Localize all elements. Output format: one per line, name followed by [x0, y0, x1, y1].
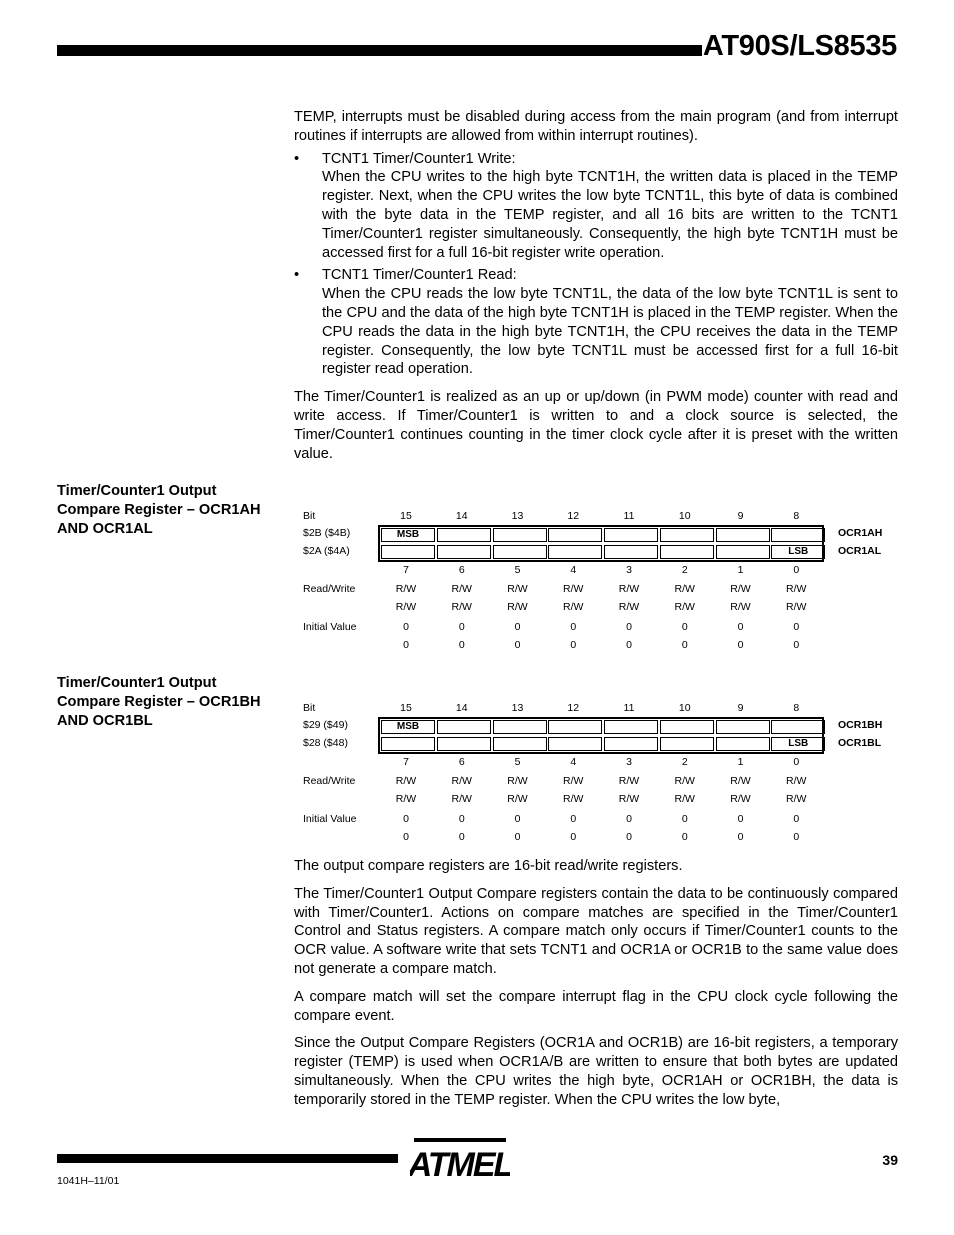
high-register-name: OCR1BH	[838, 719, 883, 731]
low-address: $2A ($4A)	[303, 545, 350, 557]
bit-number: 14	[455, 702, 468, 714]
initial-value: 0	[626, 639, 632, 651]
access-value: R/W	[451, 775, 472, 787]
access-value: R/W	[395, 775, 417, 787]
initial-value: 0	[626, 621, 632, 633]
bit-cell	[437, 737, 491, 751]
bit-number: 8	[793, 510, 800, 522]
bit-cell	[604, 737, 658, 751]
bit-cell	[771, 528, 825, 542]
page-number: 39	[882, 1152, 898, 1168]
document-title: AT90S/LS8535	[702, 30, 897, 62]
access-value: R/W	[674, 583, 695, 595]
access-value: R/W	[507, 583, 528, 595]
low-address: $28 ($48)	[303, 737, 348, 749]
high-address: $2B ($4B)	[303, 527, 351, 539]
initial-value: 0	[403, 831, 409, 843]
bullet-dot: •	[294, 150, 300, 167]
body-paragraph: The Timer/Counter1 Output Compare registers contain the data to be continuously compared with Timer/Counter1. Actions on compare matches are specified in the Timer/Counter1 Control and Status registers. A compare match only occurs if Timer/Counter1 counts to the OCR value. A software write that sets TCNT1 and OCR1A or OCR1B to the same value does not generate a compare match.	[294, 885, 898, 977]
read-write-label: Read/Write	[303, 775, 356, 787]
bit-cell	[493, 545, 547, 559]
initial-value: 0	[458, 639, 465, 651]
bit-cell	[716, 737, 770, 751]
bit-number: 7	[403, 756, 409, 768]
access-value: R/W	[730, 775, 751, 787]
initial-value: 0	[514, 813, 521, 825]
bit-number: 13	[511, 702, 524, 714]
initial-value: 0	[681, 831, 688, 843]
bit-cell: MSB	[381, 528, 435, 542]
bit-cell	[437, 528, 491, 542]
high-register-name: OCR1AH	[838, 527, 883, 539]
bit-number: 5	[514, 756, 521, 768]
bit-cell: LSB	[771, 545, 825, 559]
bit-number: 12	[567, 702, 580, 714]
bit-number: 12	[567, 510, 580, 522]
access-value: R/W	[786, 793, 807, 805]
footer-rule	[57, 1154, 398, 1163]
bullet-write	[294, 150, 898, 263]
initial-value: 0	[681, 639, 688, 651]
bit-cell	[716, 545, 770, 559]
bit-cell: LSB	[771, 737, 825, 751]
bit-number: 9	[737, 702, 744, 714]
bit-number: 3	[626, 756, 632, 768]
access-value: R/W	[563, 775, 584, 787]
access-value: R/W	[618, 583, 640, 595]
header-rule	[57, 45, 702, 56]
bullet-text: When the CPU writes to the high byte TCNT1H, the written data is placed in the TEMP register. Next, when the CPU writes the low byte TCNT1L, this byte of data is combined with the byte data in the TEMP register, and all 16 bits are written to the TCNT1 Timer/Counter1 register simultaneously. Consequently, the high byte TCNT1H must be accessed first for a full 16-bit register write operation.	[322, 169, 898, 261]
bit-number: 1	[737, 756, 744, 768]
low-register-name: OCR1BL	[838, 737, 882, 749]
access-value: R/W	[618, 601, 640, 613]
bullet-text: When the CPU reads the low byte TCNT1L, the data of the low byte TCNT1L is sent to the CPU and the data of the high byte TCNT1H is placed in the TEMP register. When the CPU reads the data in the high byte TCNT1H, the CPU receives the data in the TEMP register. Consequently, the low byte TCNT1L must be accessed first for a full 16-bit register read operation.	[322, 286, 898, 378]
bit-label: Bit	[303, 702, 316, 714]
bit-cell	[493, 720, 547, 734]
bit-number: 7	[403, 564, 409, 576]
high-address: $29 ($49)	[303, 719, 348, 731]
access-value: R/W	[451, 601, 472, 613]
bit-cell	[604, 720, 658, 734]
bit-cell: MSB	[381, 720, 435, 734]
initial-value: 0	[403, 813, 409, 825]
bit-number: 6	[458, 756, 465, 768]
access-value: R/W	[507, 601, 528, 613]
body-paragraph: The output compare registers are 16-bit read/write registers.	[294, 858, 683, 874]
access-value: R/W	[730, 601, 751, 613]
initial-value: 0	[570, 639, 577, 651]
bit-cell	[493, 737, 547, 751]
bit-number: 6	[458, 564, 465, 576]
initial-value: 0	[514, 639, 521, 651]
initial-value: 0	[626, 813, 632, 825]
initial-value: 0	[570, 831, 577, 843]
access-value: R/W	[618, 793, 640, 805]
bit-number: 4	[570, 564, 577, 576]
access-value: R/W	[395, 793, 417, 805]
initial-value: 0	[403, 639, 409, 651]
bit-label: Bit	[303, 510, 316, 522]
access-value: R/W	[563, 583, 584, 595]
bit-number: 2	[681, 756, 688, 768]
access-value: R/W	[786, 775, 807, 787]
initial-value: 0	[570, 621, 577, 633]
bit-cell	[604, 528, 658, 542]
initial-value: 0	[514, 831, 521, 843]
register-box	[378, 525, 824, 562]
access-value: R/W	[451, 793, 472, 805]
bit-cell	[548, 528, 602, 542]
bit-number: 10	[678, 510, 691, 522]
bit-cell	[493, 528, 547, 542]
bit-cell	[716, 720, 770, 734]
closing-block	[294, 857, 898, 1110]
bit-number: 10	[678, 702, 691, 714]
initial-value: 0	[403, 621, 409, 633]
bit-cell	[716, 528, 770, 542]
initial-value: 0	[793, 639, 800, 651]
bit-cell	[660, 545, 714, 559]
bit-number: 11	[623, 702, 635, 714]
access-value: R/W	[507, 793, 528, 805]
initial-value: 0	[793, 621, 800, 633]
section-heading-ocr1a: Timer/Counter1 Output Compare Register – OCR1AH AND OCR1AL	[57, 483, 261, 537]
initial-value: 0	[737, 831, 744, 843]
initial-value: 0	[626, 831, 632, 843]
bit-number: 2	[681, 564, 688, 576]
bit-number: 8	[793, 702, 800, 714]
initial-value: 0	[737, 639, 744, 651]
initial-value: 0	[793, 813, 800, 825]
access-value: R/W	[786, 601, 807, 613]
intro-block	[294, 108, 898, 463]
initial-value: 0	[458, 813, 465, 825]
bit-number: 0	[793, 756, 800, 768]
initial-value: 0	[681, 621, 688, 633]
bit-number: 13	[511, 510, 524, 522]
initial-value: 0	[681, 813, 688, 825]
initial-value: 0	[458, 621, 465, 633]
access-value: R/W	[451, 583, 472, 595]
initial-value: 0	[737, 621, 744, 633]
bit-cell	[604, 545, 658, 559]
bit-number: 15	[400, 510, 412, 522]
bullet-dot: •	[294, 267, 300, 284]
initial-value: 0	[514, 621, 521, 633]
access-value: R/W	[507, 775, 528, 787]
access-value: R/W	[563, 793, 584, 805]
initial-value-label: Initial Value	[303, 621, 357, 633]
bit-number: 15	[400, 702, 412, 714]
bit-number: 14	[455, 510, 468, 522]
bit-cell	[381, 737, 435, 751]
access-value: R/W	[674, 601, 695, 613]
svg-text:ATMEL: ATMEL	[410, 1146, 510, 1184]
bit-number: 11	[623, 510, 635, 522]
bit-number: 0	[793, 564, 800, 576]
bit-number: 3	[626, 564, 632, 576]
access-value: R/W	[730, 583, 751, 595]
access-value: R/W	[563, 601, 584, 613]
bit-number: 9	[737, 510, 744, 522]
bit-number: 5	[514, 564, 521, 576]
bullet-head: TCNT1 Timer/Counter1 Write:	[322, 150, 516, 167]
initial-value: 0	[570, 813, 577, 825]
initial-value: 0	[737, 813, 744, 825]
initial-value: 0	[793, 831, 800, 843]
register-box	[378, 717, 824, 754]
counter-paragraph: The Timer/Counter1 is realized as an up or up/down (in PWM mode) counter with read and write access. If Timer/Counter1 is written to and a clock source is selected, the Timer/Counter1 continues counting in the timer clock cycle after it is preset with the written value.	[294, 389, 898, 462]
bit-cell	[771, 720, 825, 734]
section-heading-ocr1b: Timer/Counter1 Output Compare Register – OCR1BH AND OCR1BL	[57, 675, 261, 729]
access-value: R/W	[618, 775, 640, 787]
bullet-read	[294, 266, 898, 379]
access-value: R/W	[395, 583, 417, 595]
intro-paragraph: TEMP, interrupts must be disabled during access from the main program (and from interrupt routines if interrupts are allowed from within interrupt routines).	[294, 109, 898, 144]
bullet-head: TCNT1 Timer/Counter1 Read:	[322, 267, 517, 284]
bit-cell	[437, 545, 491, 559]
bit-cell	[437, 720, 491, 734]
access-value: R/W	[730, 793, 751, 805]
bit-number: 1	[737, 564, 744, 576]
bit-cell	[660, 720, 714, 734]
bit-cell	[660, 528, 714, 542]
document-code: 1041H–11/01	[57, 1175, 120, 1187]
bit-cell	[548, 720, 602, 734]
read-write-label: Read/Write	[303, 583, 356, 595]
access-value: R/W	[786, 583, 807, 595]
bit-cell	[548, 737, 602, 751]
access-value: R/W	[395, 601, 417, 613]
bit-cell	[381, 545, 435, 559]
bit-cell	[548, 545, 602, 559]
access-value: R/W	[674, 793, 695, 805]
body-paragraph: A compare match will set the compare interrupt flag in the CPU clock cycle following the compare event.	[294, 988, 898, 1024]
initial-value-label: Initial Value	[303, 813, 357, 825]
body-paragraph: Since the Output Compare Registers (OCR1A and OCR1B) are 16-bit registers, a temporary register (TEMP) is used when OCR1A/B are written to ensure that both bytes are updated simultaneously. When the CPU writes the high byte, OCR1AH or OCR1BH, the data is temporarily stored in the TEMP register. When the CPU writes the low byte,	[294, 1035, 898, 1108]
bit-cell	[660, 737, 714, 751]
access-value: R/W	[674, 775, 695, 787]
initial-value: 0	[458, 831, 465, 843]
atmel-logo	[410, 1136, 510, 1189]
low-register-name: OCR1AL	[838, 545, 882, 557]
bit-number: 4	[570, 756, 577, 768]
